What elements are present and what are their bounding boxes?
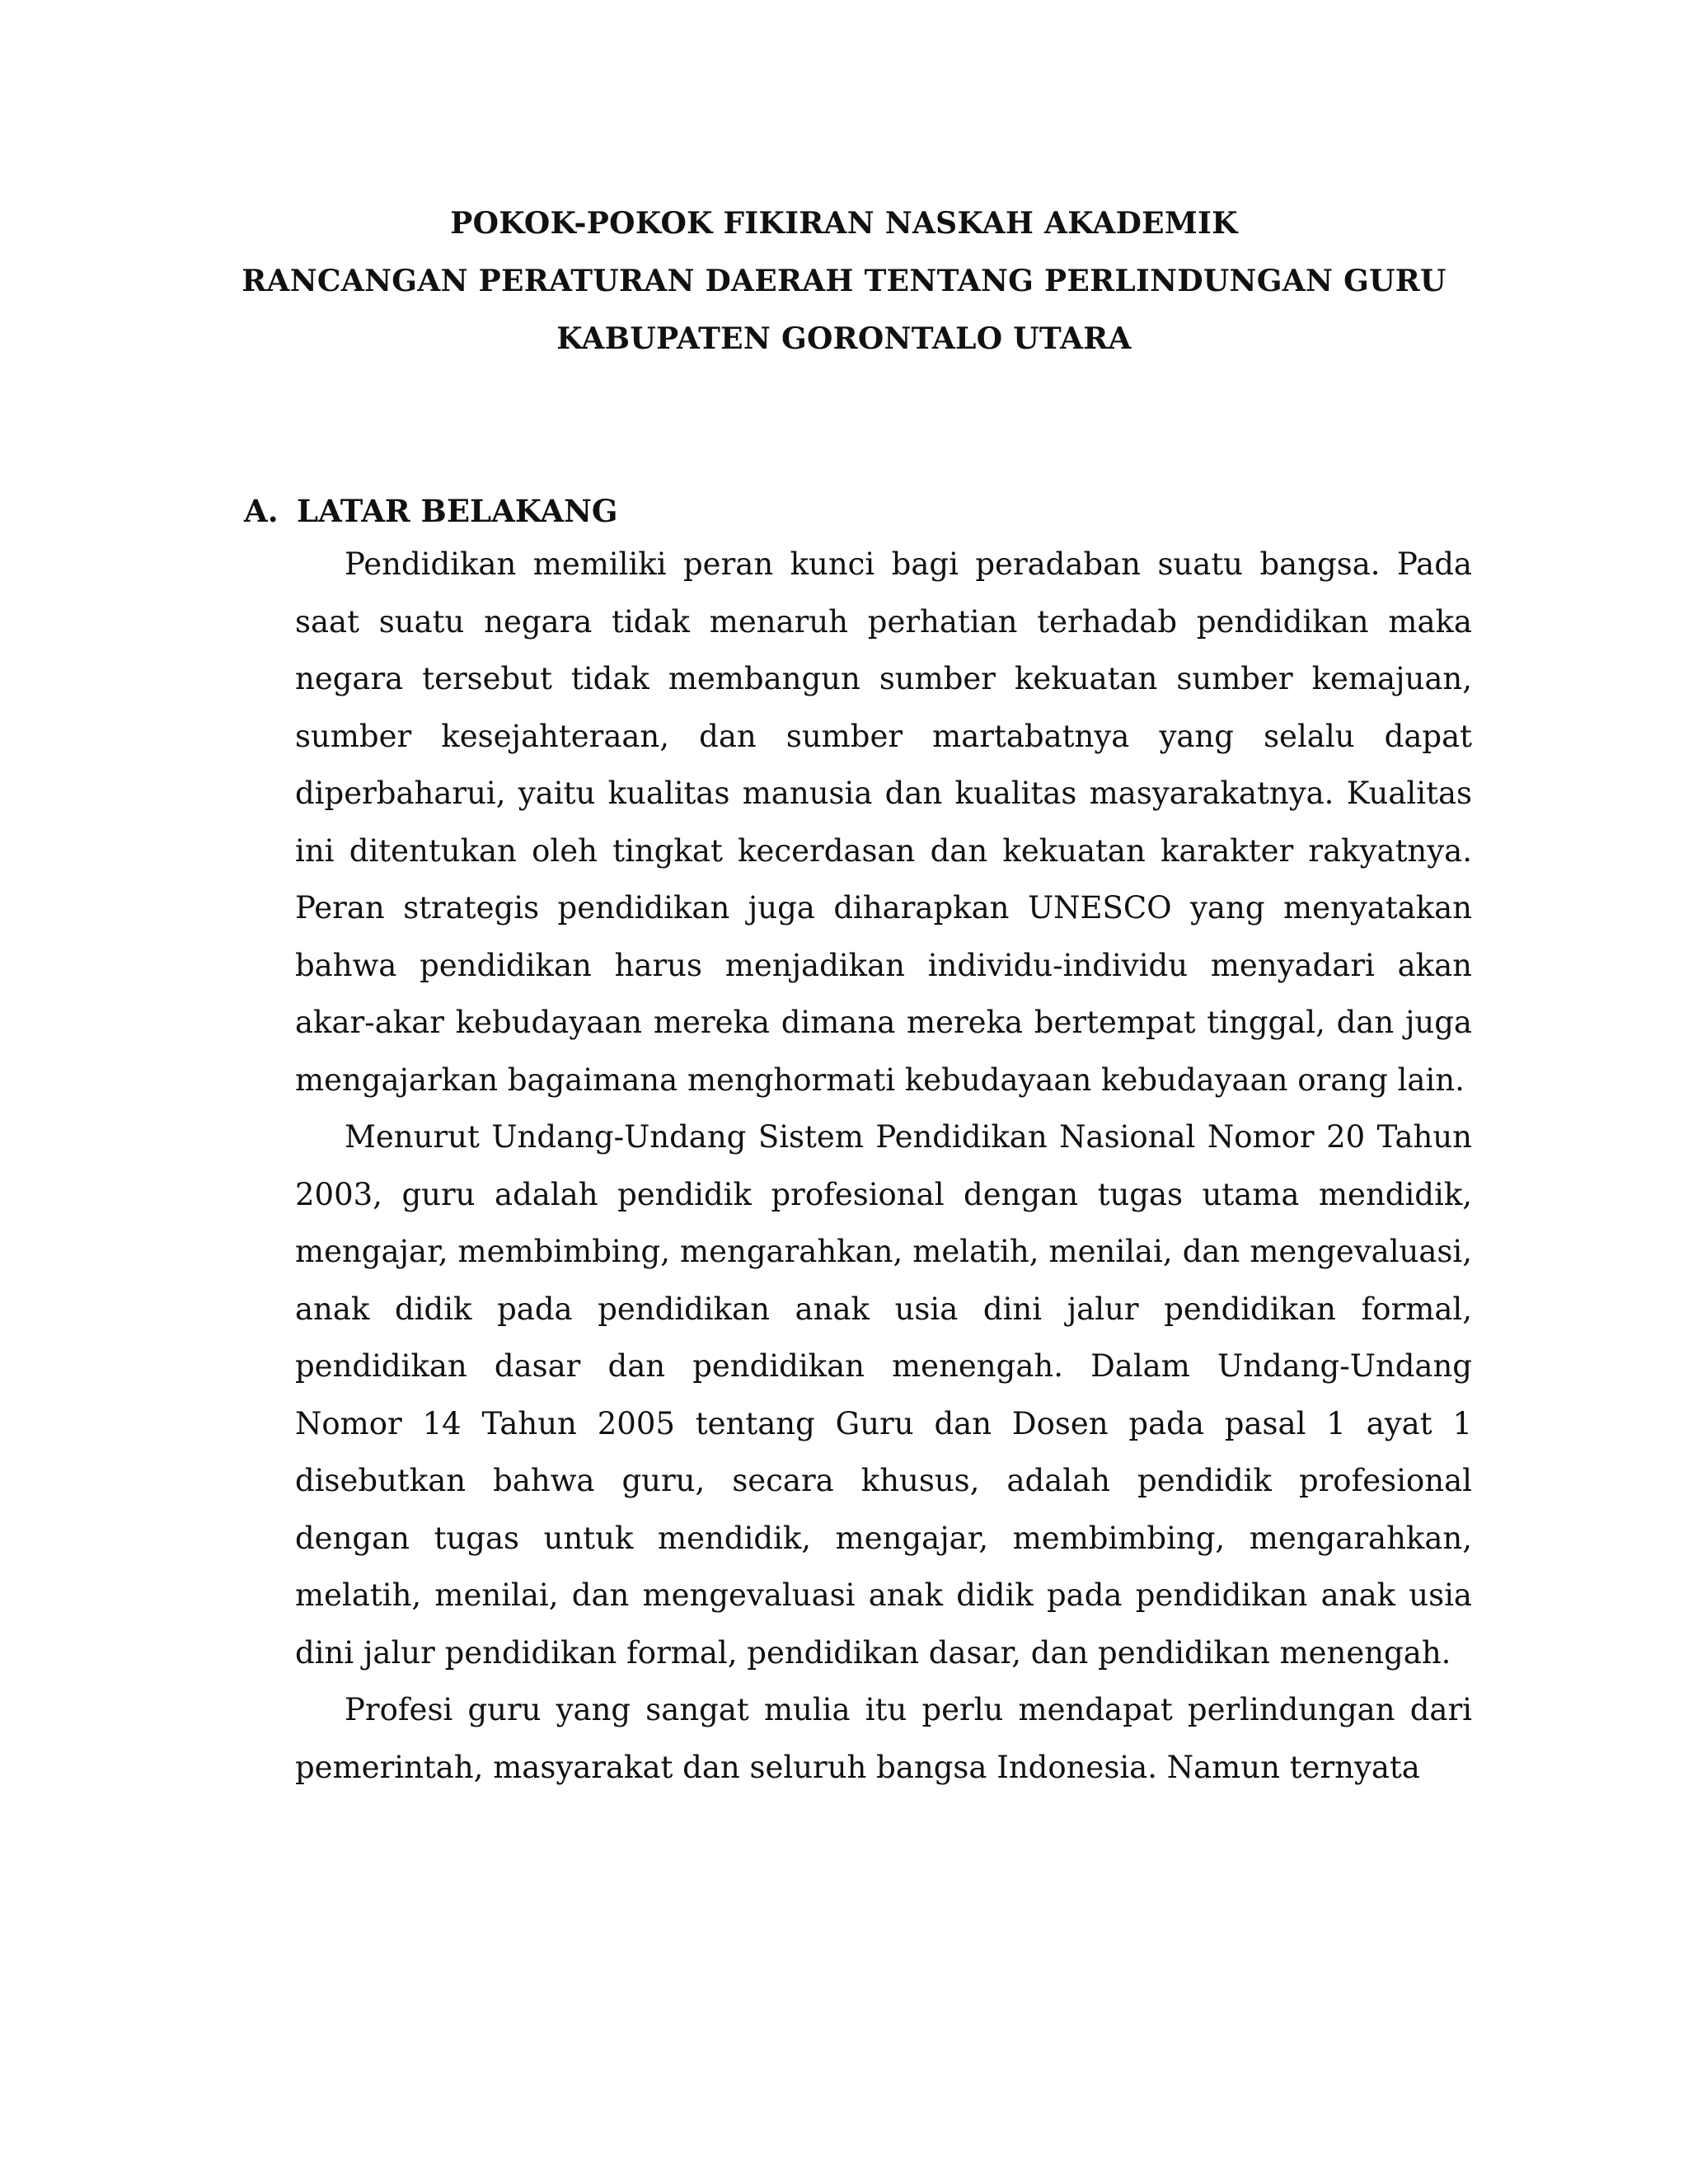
body-text bbox=[295, 536, 1472, 1796]
section-heading bbox=[244, 488, 618, 534]
document-title bbox=[0, 194, 1688, 368]
paragraph-1: Pendidikan memiliki peran kunci bagi peradaban suatu bangsa. Pada saat suatu negara tidak menaruh perhatian terhadab pendidikan maka negara tersebut tidak membangun sumber kekuatan sumber kemajuan, sumber kesejahteraan, dan sumber martabatnya yang selalu dapat diperbaharui, yaitu kualitas manusia dan kualitas masyarakatnya. Kualitas ini ditentukan oleh tingkat kecerdasan dan kekuatan karakter rakyatnya. Peran strategis pendidikan juga diharapkan UNESCO yang menyatakan bahwa pendidikan harus menjadikan individu-individu menyadari akan akar-akar kebudayaan mereka dimana mereka bertempat tinggal, dan juga mengajarkan bagaimana menghormati kebudayaan kebudayaan orang lain. bbox=[295, 546, 1472, 1098]
section-heading-text: LATAR BELAKANG bbox=[297, 493, 618, 529]
paragraph-2: Menurut Undang-Undang Sistem Pendidikan Nasional Nomor 20 Tahun 2003, guru adalah pendidik profesional dengan tugas utama mendidik, mengajar, membimbing, mengarahkan, melatih, menilai, dan mengevaluasi, anak didik pada pendidikan anak usia dini jalur pendidikan formal, pendidikan dasar dan pendidikan menengah. Dalam Undang-Undang Nomor 14 Tahun 2005 tentang Guru dan Dosen pada pasal 1 ayat 1 disebutkan bahwa guru, secara khusus, adalah pendidik profesional dengan tugas untuk mendidik, mengajar, membimbing, mengarahkan, melatih, menilai, dan mengevaluasi anak didik pada pendidikan anak usia dini jalur pendidikan formal, pendidikan dasar, dan pendidikan menengah. bbox=[295, 1119, 1472, 1671]
title-line-3: KABUPATEN GORONTALO UTARA bbox=[556, 321, 1132, 356]
paragraph-3: Profesi guru yang sangat mulia itu perlu mendapat perlindungan dari pemerintah, masyarakat dan seluruh bangsa Indonesia. Namun ternyata bbox=[295, 1692, 1472, 1785]
title-line-1: POKOK-POKOK FIKIRAN NASKAH AKADEMIK bbox=[450, 206, 1238, 241]
title-line-2: RANCANGAN PERATURAN DAERAH TENTANG PERLINDUNGAN GURU bbox=[241, 264, 1447, 298]
section-marker: A. bbox=[244, 493, 279, 529]
